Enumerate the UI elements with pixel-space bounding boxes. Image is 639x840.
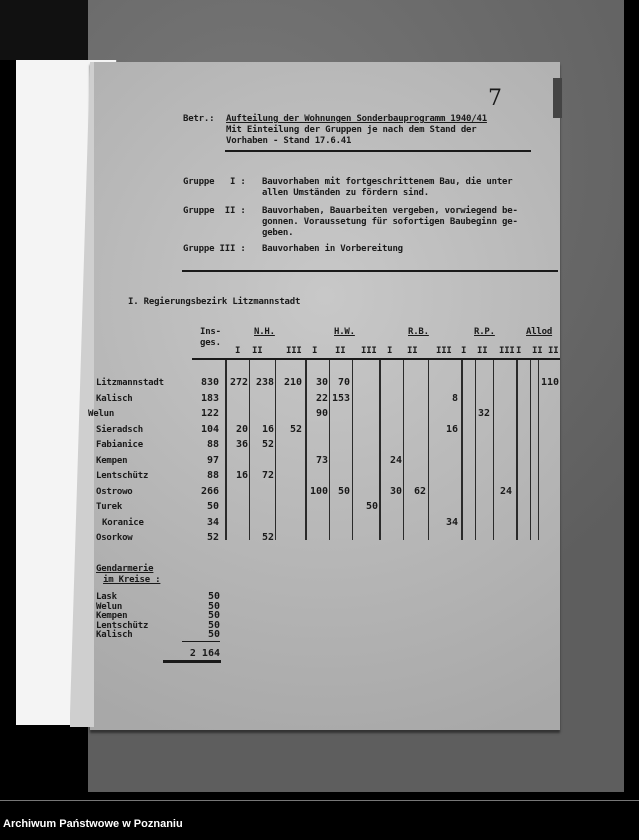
district-total: 97 [206, 454, 219, 466]
district-total: 88 [206, 439, 219, 450]
section-title: I. Regierungsbezirk Litzmannstadt [128, 297, 301, 307]
table-cell: 36 [235, 439, 248, 450]
group-header: Allod [526, 327, 553, 337]
district-total: 34 [206, 516, 219, 528]
sub-header: II [252, 346, 263, 356]
sub-header: I [387, 346, 393, 356]
table-cell: 22 [315, 392, 328, 404]
group-text: gonnen. Voraussetung für sofortigen Baubeginn ge- [262, 217, 518, 227]
gendarmerie-value: 50 [207, 610, 220, 621]
table-cell: 32 [477, 408, 490, 419]
gendarmerie-district: Lask [96, 592, 117, 602]
table-column-rule [516, 360, 518, 540]
group-text: Bauvorhaben in Vorbereitung [262, 244, 403, 254]
table-cell: 153 [331, 392, 350, 404]
subject-line: Vorhaben - Stand 17.6.41 [226, 136, 352, 146]
district-total: 266 [200, 485, 219, 497]
table-cell: 16 [445, 423, 458, 435]
group-header: R.B. [408, 327, 429, 337]
group-header: R.P. [474, 327, 495, 337]
district-total: 50 [206, 501, 219, 512]
sum-rule [182, 641, 220, 642]
district-name: Litzmannstadt [96, 378, 164, 388]
table-column-rule [403, 360, 404, 540]
group-text: allen Umständen zu fördern sind. [262, 188, 429, 198]
table-column-rule [530, 360, 531, 540]
gendarmerie-value: 50 [207, 591, 220, 602]
page-tab [553, 78, 562, 118]
sub-header: II [477, 346, 488, 356]
group-header: H.W. [334, 327, 355, 337]
gendarmerie-district: Lentschütz [96, 620, 149, 631]
table-cell: 16 [261, 423, 274, 435]
subject-line: Aufteilung der Wohnungen Sonderbauprogramm 1940/41 [226, 114, 487, 124]
gendarmerie-district: Welun [96, 601, 123, 612]
sub-header: II [335, 346, 346, 356]
divider [182, 270, 558, 272]
table-cell: 90 [315, 408, 328, 419]
district-total: 122 [200, 408, 219, 419]
group-text: Bauvorhaben mit fortgeschrittenem Bau, die unter [262, 177, 513, 187]
gendarmerie-district: Kempen [96, 611, 128, 621]
total-header: ges. [200, 338, 221, 348]
district-total: 104 [200, 423, 219, 435]
group-label: Gruppe III : [183, 244, 246, 254]
table-header-rule [192, 358, 560, 360]
district-total: 830 [200, 377, 219, 388]
total-header: Ins- [200, 327, 221, 337]
archive-watermark: Archiwum Państwowe w Poznaniu [3, 818, 183, 830]
district-name: Ostrowo [96, 486, 133, 497]
district-total: 88 [206, 470, 219, 481]
table-cell: 30 [389, 485, 402, 497]
gendarmerie-title: im Kreise : [103, 575, 161, 585]
sub-header: I [461, 346, 467, 356]
district-name: Turek [96, 502, 123, 512]
district-name: Fabianice [96, 440, 143, 450]
table-cell: 52 [261, 532, 274, 543]
table-cell: 20 [235, 423, 248, 435]
table-cell: 52 [289, 423, 302, 435]
table-cell: 100 [309, 485, 328, 497]
sub-header: II [407, 346, 418, 356]
table-cell: 24 [389, 454, 402, 466]
district-name: Welun [88, 409, 115, 419]
sub-header: II [548, 346, 559, 356]
scan-border [0, 0, 88, 60]
grand-total: 2 164 [189, 648, 220, 659]
sub-header: III [499, 346, 515, 356]
group-header: N.H. [254, 327, 275, 337]
group-text: geben. [262, 228, 294, 238]
subject-label: Betr.: [183, 114, 215, 124]
table-cell: 72 [261, 470, 274, 481]
table-cell: 70 [337, 377, 350, 388]
group-label: Gruppe II : [183, 206, 246, 216]
table-cell: 52 [261, 439, 274, 450]
subject-line: Mit Einteilung der Gruppen je nach dem Stand der [226, 125, 477, 135]
district-total: 183 [200, 392, 219, 404]
double-rule [163, 660, 221, 663]
group-label: Gruppe I : [183, 177, 246, 187]
table-cell: 62 [413, 485, 426, 497]
district-name: Sieradsch [96, 424, 143, 435]
group-text: Bauvorhaben, Bauarbeiten vergeben, vorwiegend be- [262, 206, 518, 216]
scan-line [0, 800, 639, 801]
table-cell: 50 [337, 485, 350, 497]
district-name: Kempen [96, 455, 128, 466]
sub-header: I [235, 346, 241, 356]
table-cell: 24 [499, 485, 512, 497]
gendarmerie-value: 50 [207, 629, 220, 640]
table-column-rule [461, 360, 463, 540]
table-cell: 16 [235, 470, 248, 481]
district-name: Lentschütz [96, 471, 149, 481]
table-column-rule [379, 360, 381, 540]
gendarmerie-value: 50 [207, 619, 220, 631]
district-name: Kalisch [96, 393, 133, 404]
handwritten-page-number: 7 [488, 86, 502, 111]
gendarmerie-title: Gendarmerie [96, 564, 154, 574]
sub-header: III [436, 346, 452, 356]
district-total: 52 [206, 532, 219, 543]
sub-header: II [532, 346, 543, 356]
sub-header: I [516, 346, 522, 356]
table-cell: 272 [229, 377, 248, 388]
table-cell: 8 [451, 392, 458, 404]
table-cell: 73 [315, 454, 328, 466]
gendarmerie-value: 50 [207, 600, 220, 612]
table-cell: 210 [283, 377, 302, 388]
table-column-rule [428, 360, 429, 540]
table-cell: 34 [445, 516, 458, 528]
sub-header: III [286, 346, 302, 356]
sub-header: I [312, 346, 318, 356]
table-cell: 30 [315, 377, 328, 388]
sub-header: III [361, 346, 377, 356]
table-cell: 110 [540, 377, 559, 388]
district-name: Koranice [102, 517, 144, 528]
gendarmerie-district: Kalisch [96, 630, 133, 640]
table-column-rule [352, 360, 353, 540]
district-name: Osorkow [96, 533, 133, 543]
table-cell: 50 [365, 501, 378, 512]
table-column-rule [475, 360, 476, 540]
table-column-rule [493, 360, 494, 540]
table-cell: 238 [255, 377, 274, 388]
divider [225, 150, 531, 152]
